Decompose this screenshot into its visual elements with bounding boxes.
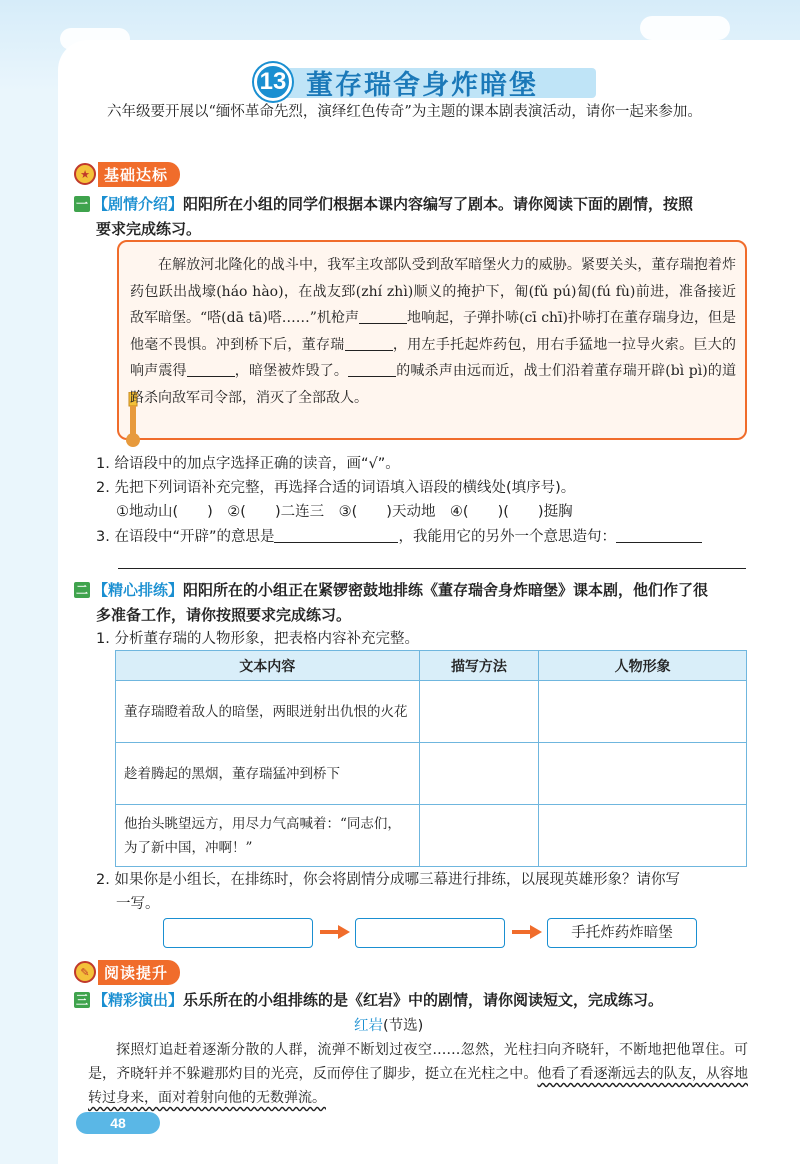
story-part: 地响起，子弹扑哧(cī chī)扑哧打在董存瑞身边，但是他毫不畏惧。冲到桥下后，董存瑞 bbox=[130, 310, 737, 353]
passage-title-note: (节选) bbox=[383, 1018, 424, 1034]
story-part: ，用左手托起炸药包，用右手猛地一拉导火索。巨大的响声震得 bbox=[130, 336, 737, 379]
character-analysis-table bbox=[115, 650, 747, 867]
table-header: 文本内容 bbox=[116, 651, 420, 681]
page-title: 董存瑞舍身炸暗堡 bbox=[306, 69, 538, 101]
task-text: 阳阳所在的小组正在紧锣密鼓地排练《董存瑞舍身炸暗堡》课本剧，他们作了很 bbox=[183, 581, 709, 599]
passage-title-text: 红岩 bbox=[354, 1018, 383, 1034]
fill-blank[interactable] bbox=[345, 335, 393, 351]
table-cell-method[interactable] bbox=[419, 681, 539, 743]
table-row bbox=[116, 743, 747, 805]
table-header-row bbox=[116, 651, 747, 681]
task-number: 三 bbox=[75, 993, 88, 1007]
task-text: 乐乐所在的小组排练的是《红岩》中的剧情，请你阅读短文，完成练习。 bbox=[183, 991, 664, 1009]
question-2-scenes-cont: 一写。 bbox=[116, 896, 160, 912]
question-1: 1. 给语段中的加点字选择正确的读音，画“√”。 bbox=[96, 456, 400, 472]
task-2-heading bbox=[74, 578, 754, 603]
question-3-text: 3. 在语段中“开辟”的意思是 bbox=[96, 529, 275, 545]
fill-blank[interactable] bbox=[348, 361, 396, 377]
question-2-scenes: 2. 如果你是小组长，在排练时，你会将剧情分成哪三幕进行排练，以展现英雄形象？请你写 bbox=[96, 872, 680, 888]
cloud-decoration bbox=[640, 16, 730, 40]
page-number-badge bbox=[76, 1112, 160, 1134]
question-2: 2. 先把下列词语补充完整，再选择合适的词语填入语段的横线处(填序号)。 bbox=[96, 480, 576, 496]
table-cell-method[interactable] bbox=[419, 743, 539, 805]
table-cell-text: 董存瑞瞪着敌人的暗堡，两眼迸射出仇恨的火花 bbox=[116, 681, 420, 743]
task-tag: 【精彩演出】 bbox=[93, 991, 184, 1009]
arrow-right-icon bbox=[512, 925, 542, 939]
table-cell-method[interactable] bbox=[419, 805, 539, 867]
lesson-number: 13 bbox=[254, 63, 292, 101]
section-badge-basic bbox=[74, 162, 180, 186]
medal-icon: ★ bbox=[74, 163, 96, 185]
answer-blank[interactable] bbox=[616, 527, 702, 543]
task-text: 阳阳所在小组的同学们根据本课内容编写了剧本。请你阅读下面的剧情，按照 bbox=[183, 195, 694, 213]
task-number: 一 bbox=[75, 197, 88, 211]
scene-label: 手托炸药炸暗堡 bbox=[571, 925, 673, 941]
question-3 bbox=[96, 525, 756, 549]
table-cell-image[interactable] bbox=[539, 681, 747, 743]
lesson-header bbox=[254, 62, 538, 102]
fill-blank[interactable] bbox=[359, 308, 407, 324]
table-row bbox=[116, 805, 747, 867]
task-number: 二 bbox=[75, 583, 88, 597]
page-number: 48 bbox=[110, 1115, 126, 1131]
task-1-heading-cont: 要求完成练习。 bbox=[96, 220, 202, 238]
story-part: 的喊杀声由远而近，战士们沿着董存瑞开辟(bì pì)的道路杀向敌军司令部，消灭了全部敌人。 bbox=[130, 363, 736, 406]
section-badge-label: 基础达标 bbox=[98, 162, 180, 187]
reading-passage bbox=[88, 1038, 748, 1110]
arrow-right-icon bbox=[320, 925, 350, 939]
book-icon: ✎ bbox=[74, 961, 96, 983]
story-paragraph bbox=[130, 252, 736, 411]
answer-blank[interactable] bbox=[274, 527, 398, 543]
fill-blank[interactable] bbox=[187, 361, 235, 377]
intro-paragraph: 六年级要开展以“缅怀革命先烈，演绎红色传奇”为主题的课本剧表演活动，请你一起来参加。 bbox=[107, 104, 702, 120]
question-3-text: ，我能用它的另外一个意思造句： bbox=[398, 529, 616, 545]
table-cell-image[interactable] bbox=[539, 743, 747, 805]
task-2-heading-cont: 多准备工作，请你按照要求完成练习。 bbox=[96, 606, 352, 624]
task-tag: 【精心排练】 bbox=[93, 581, 184, 599]
passage-text: 探照灯追赶着逐渐分散的人群，流弹不断划过夜空……忽然，光柱扫向齐晓轩，不断地把他罩住。可是，齐晓轩并不躲避那灼目的光亮，反而停住了脚步，挺立在光柱之中。 bbox=[88, 1042, 748, 1082]
section-badge-label: 阅读提升 bbox=[98, 960, 180, 985]
left-margin-band bbox=[0, 92, 64, 1164]
table-header: 人物形象 bbox=[539, 651, 747, 681]
question-2-options[interactable]: ①地动山( ) ②( )二连三 ③( )天动地 ④( )( )挺胸 bbox=[116, 504, 573, 520]
scene-box-3 bbox=[547, 918, 697, 948]
table-row bbox=[116, 681, 747, 743]
task-tag: 【剧情介绍】 bbox=[93, 195, 184, 213]
table-header: 描写方法 bbox=[419, 651, 539, 681]
table-cell-text: 趁着腾起的黑烟，董存瑞猛冲到桥下 bbox=[116, 743, 420, 805]
answer-line[interactable] bbox=[118, 568, 746, 569]
table-cell-image[interactable] bbox=[539, 805, 747, 867]
task-3-heading bbox=[74, 988, 754, 1013]
passage-text-underlined: 他看了看逐渐远去的队友，从容地转过身来，面对着射向他的无数弹流。 bbox=[88, 1066, 748, 1106]
scene-box-2[interactable] bbox=[355, 918, 505, 948]
passage-title bbox=[354, 1014, 423, 1035]
scene-box-1[interactable] bbox=[163, 918, 313, 948]
story-part: 在解放河北隆化的战斗中，我军主攻部队受到敌军暗堡火力的威胁。紧要关头，董存瑞抱着炸药包跃出战壕(háo hào)，在战友郅(zhí zhì)顺义的掩护下，匍(fǔ pú)匐(fú fù)前进，准备接近敌军暗堡。“嗒(dā tā)嗒……”机枪声 bbox=[130, 257, 736, 326]
task-1-heading bbox=[74, 192, 754, 217]
table-cell-text: 他抬头眺望远方，用尽力气高喊着：“同志们，为了新中国，冲啊！” bbox=[116, 805, 420, 867]
story-part: ，暗堡被炸毁了。 bbox=[234, 363, 349, 379]
table-question: 1. 分析董存瑞的人物形象，把表格内容补充完整。 bbox=[96, 631, 419, 647]
section-badge-reading bbox=[74, 960, 180, 984]
